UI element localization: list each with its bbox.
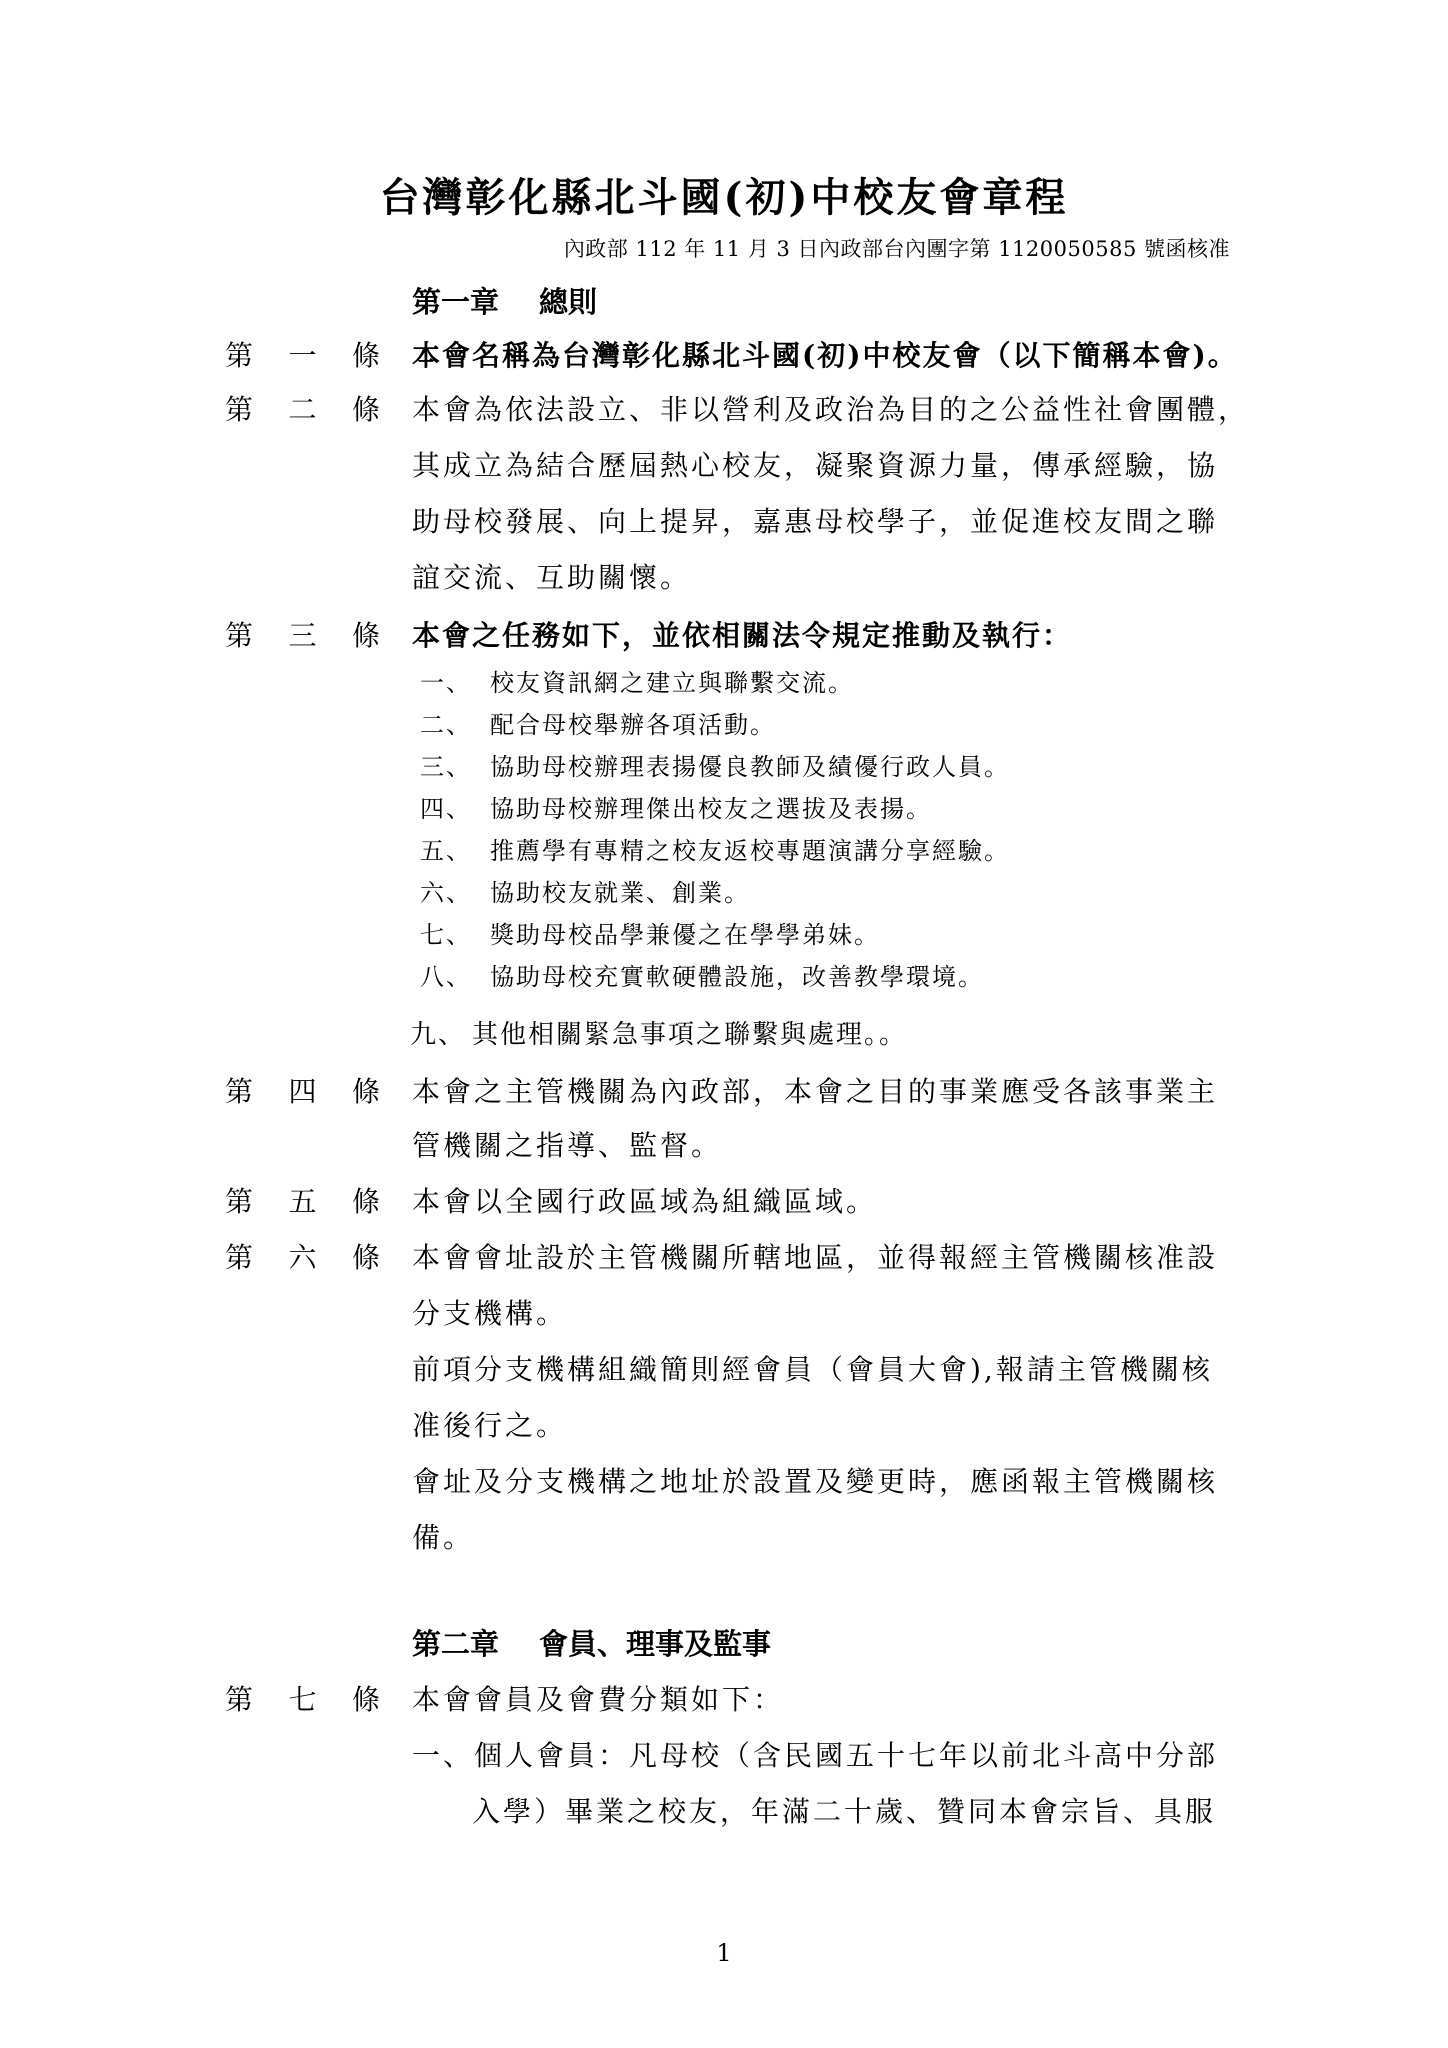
article-1-text: 本會名稱為台灣彰化縣北斗國(初)中校友會（以下簡稱本會)。 [412,339,1238,372]
article-label-char: 條 [351,393,380,426]
article-4-line: 管機關之指導、監督。 [412,1129,723,1162]
article-3-label [225,616,380,656]
article-label-char: 第 [225,1241,254,1274]
article-label-char: 六 [288,1241,317,1274]
article-2-label [225,390,380,430]
page-number: 1 [716,1939,732,1967]
list-item-number: 五、 [420,837,472,865]
article-4-label [225,1072,380,1112]
article-6-line: 前項分支機構組織簡則經會員（會員大會),報請主管機關核 [412,1353,1213,1386]
list-item-text: 其他相關緊急事項之聯繫與處理。。 [472,1020,908,1050]
chapter-1-name: 總則 [539,285,598,319]
article-2-line: 助母校發展、向上提昇，嘉惠母校學子，並促進校友間之聯 [412,505,1219,538]
chapter-2-heading [412,1624,771,1664]
article-5-label [225,1182,380,1222]
article-label-char: 第 [225,393,254,426]
article-3-text: 本會之任務如下，並依相關法令規定推動及執行： [412,619,1073,652]
article-6-label [225,1238,380,1278]
approval-note: 內政部 112 年 11 月 3 日內政部台內團字第 1120050585 號函核准 [563,237,1230,261]
article-label-char: 三 [288,619,317,652]
chapter-2-name: 會員、理事及監事 [539,1627,772,1661]
list-item-number: 九、 [410,1020,467,1050]
article-label-char: 四 [288,1075,317,1108]
list-item-number: 二、 [420,711,472,739]
article-6-line: 會址及分支機構之地址於設置及變更時，應函報主管機關核 [412,1465,1219,1498]
list-item-text: 獎助母校品學兼優之在學學弟妹。 [490,921,880,949]
article-7-label [225,1680,380,1720]
article-2-line: 本會為依法設立、非以營利及政治為目的之公益性社會團體， [412,393,1250,426]
list-item [420,666,854,700]
article-label-char: 七 [288,1683,317,1716]
article-7-line: 本會會員及會費分類如下： [412,1683,785,1716]
article-2-line: 其成立為結合歷屆熱心校友，凝聚資源力量，傳承經驗，協 [412,449,1219,482]
list-item [420,750,1010,784]
document-title: 台灣彰化縣北斗國(初)中校友會章程 [379,174,1069,221]
article-label-char: 條 [351,339,380,372]
article-label-char: 條 [351,1185,380,1218]
list-item [420,708,776,742]
list-item [420,834,1010,868]
list-item-number: 八、 [420,963,472,991]
list-item-number: 六、 [420,879,472,907]
list-item [420,792,932,826]
list-item-number: 三、 [420,753,472,781]
article-label-char: 第 [225,619,254,652]
list-item [420,960,984,994]
article-6-line: 本會會址設於主管機關所轄地區，並得報經主管機關核准設 [412,1241,1219,1274]
article-label-char: 條 [351,1683,380,1716]
article-label-char: 第 [225,1075,254,1108]
article-4-line: 本會之主管機關為內政部，本會之目的事業應受各該事業主 [412,1075,1219,1108]
article-7-line: 入學）畢業之校友，年滿二十歲、贊同本會宗旨、具服 [472,1795,1217,1828]
article-label-char: 一 [288,339,317,372]
chapter-2-label: 第二章 [412,1627,500,1661]
article-label-char: 條 [351,619,380,652]
chapter-1-heading [412,282,597,322]
article-2-line: 誼交流、互助關懷。 [412,561,692,594]
article-label-char: 二 [288,393,317,426]
article-6-line: 分支機構。 [412,1297,568,1330]
article-label-char: 第 [225,1185,254,1218]
article-6-line: 備。 [412,1521,475,1554]
list-item-number: 七、 [420,921,472,949]
list-item-text: 協助母校充實軟硬體設施，改善教學環境。 [490,963,984,991]
list-item-text: 推薦學有專精之校友返校專題演講分享經驗。 [490,837,1010,865]
list-item-text: 協助校友就業、創業。 [490,879,750,907]
list-item-text: 協助母校辦理表揚優良教師及績優行政人員。 [490,753,1010,781]
article-7-line: 一、個人會員：凡母校（含民國五十七年以前北斗高中分部 [412,1739,1219,1772]
article-label-char: 條 [351,1075,380,1108]
article-label-char: 第 [225,339,254,372]
list-item-number: 一、 [420,669,472,697]
list-item-text: 協助母校辦理傑出校友之選拔及表揚。 [490,795,932,823]
article-6-line: 准後行之。 [412,1409,568,1442]
article-5-text: 本會以全國行政區域為組織區域。 [412,1185,878,1218]
list-item-number: 四、 [420,795,472,823]
article-1-label [225,336,380,376]
list-item-text: 配合母校舉辦各項活動。 [490,711,776,739]
article-label-char: 條 [351,1241,380,1274]
list-item [420,876,750,910]
list-item [420,918,880,952]
article-label-char: 第 [225,1683,254,1716]
chapter-1-label: 第一章 [412,285,500,319]
article-label-char: 五 [288,1185,317,1218]
list-item-text: 校友資訊網之建立與聯繫交流。 [490,669,854,697]
list-item [410,1018,907,1052]
